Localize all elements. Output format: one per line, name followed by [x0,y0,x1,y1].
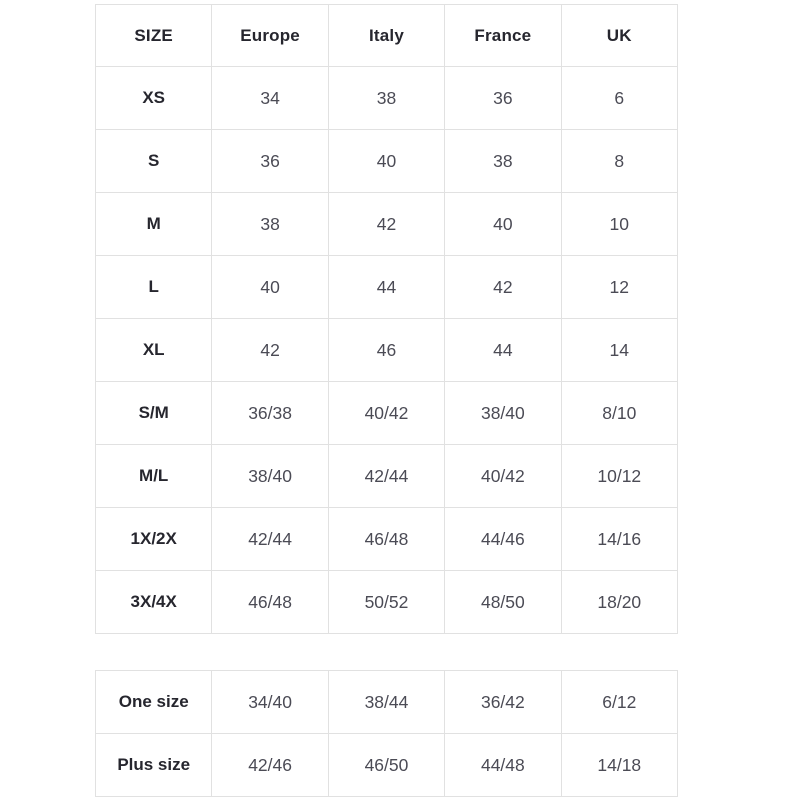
value-cell-italy: 42/44 [328,445,444,508]
size-label-cell: One size [96,671,212,734]
tables-gap [95,634,678,670]
table-row-ml [96,445,678,508]
value-cell-italy: 46/48 [328,508,444,571]
value-cell-europe: 38 [212,193,328,256]
value-cell-europe: 42/44 [212,508,328,571]
value-cell-france: 38 [445,130,561,193]
value-cell-italy: 38 [328,67,444,130]
value-cell-europe: 42 [212,319,328,382]
size-tables-container [95,4,678,797]
size-label-cell: Plus size [96,734,212,797]
size-label-cell: L [96,256,212,319]
value-cell-europe: 36 [212,130,328,193]
column-header-italy: Italy [328,5,444,67]
size-label-cell: XS [96,67,212,130]
size-label-cell: 3X/4X [96,571,212,634]
table-row-m [96,193,678,256]
value-cell-france: 36 [445,67,561,130]
value-cell-europe: 46/48 [212,571,328,634]
value-cell-europe: 38/40 [212,445,328,508]
value-cell-france: 44/48 [445,734,561,797]
table-row-l [96,256,678,319]
value-cell-france: 38/40 [445,382,561,445]
value-cell-uk: 14/16 [561,508,677,571]
table-row-plus-size [96,734,678,797]
value-cell-france: 40/42 [445,445,561,508]
table-row-xl [96,319,678,382]
value-cell-uk: 12 [561,256,677,319]
size-label-cell: M [96,193,212,256]
value-cell-italy: 50/52 [328,571,444,634]
value-cell-europe: 42/46 [212,734,328,797]
value-cell-uk: 10 [561,193,677,256]
value-cell-uk: 6/12 [561,671,677,734]
value-cell-france: 44/46 [445,508,561,571]
size-label-cell: XL [96,319,212,382]
value-cell-italy: 38/44 [328,671,444,734]
value-cell-italy: 46/50 [328,734,444,797]
value-cell-uk: 14 [561,319,677,382]
value-cell-uk: 8 [561,130,677,193]
table-row-one-size [96,671,678,734]
column-header-uk: UK [561,5,677,67]
table-row-3x4x [96,571,678,634]
column-header-size: SIZE [96,5,212,67]
value-cell-france: 44 [445,319,561,382]
column-header-europe: Europe [212,5,328,67]
value-cell-italy: 40 [328,130,444,193]
value-cell-france: 42 [445,256,561,319]
table-row-s [96,130,678,193]
value-cell-italy: 40/42 [328,382,444,445]
value-cell-italy: 46 [328,319,444,382]
table-row-sm [96,382,678,445]
column-header-france: France [445,5,561,67]
table-header-row [96,5,678,67]
value-cell-uk: 8/10 [561,382,677,445]
value-cell-france: 40 [445,193,561,256]
value-cell-italy: 44 [328,256,444,319]
one-size-plus-size-table [95,670,678,797]
value-cell-uk: 18/20 [561,571,677,634]
value-cell-uk: 10/12 [561,445,677,508]
value-cell-france: 36/42 [445,671,561,734]
size-label-cell: 1X/2X [96,508,212,571]
size-conversion-table [95,4,678,634]
value-cell-uk: 14/18 [561,734,677,797]
size-label-cell: S [96,130,212,193]
value-cell-uk: 6 [561,67,677,130]
value-cell-europe: 34 [212,67,328,130]
value-cell-europe: 34/40 [212,671,328,734]
table-row-xs [96,67,678,130]
table-row-1x2x [96,508,678,571]
size-label-cell: S/M [96,382,212,445]
value-cell-france: 48/50 [445,571,561,634]
value-cell-europe: 40 [212,256,328,319]
size-label-cell: M/L [96,445,212,508]
value-cell-europe: 36/38 [212,382,328,445]
value-cell-italy: 42 [328,193,444,256]
